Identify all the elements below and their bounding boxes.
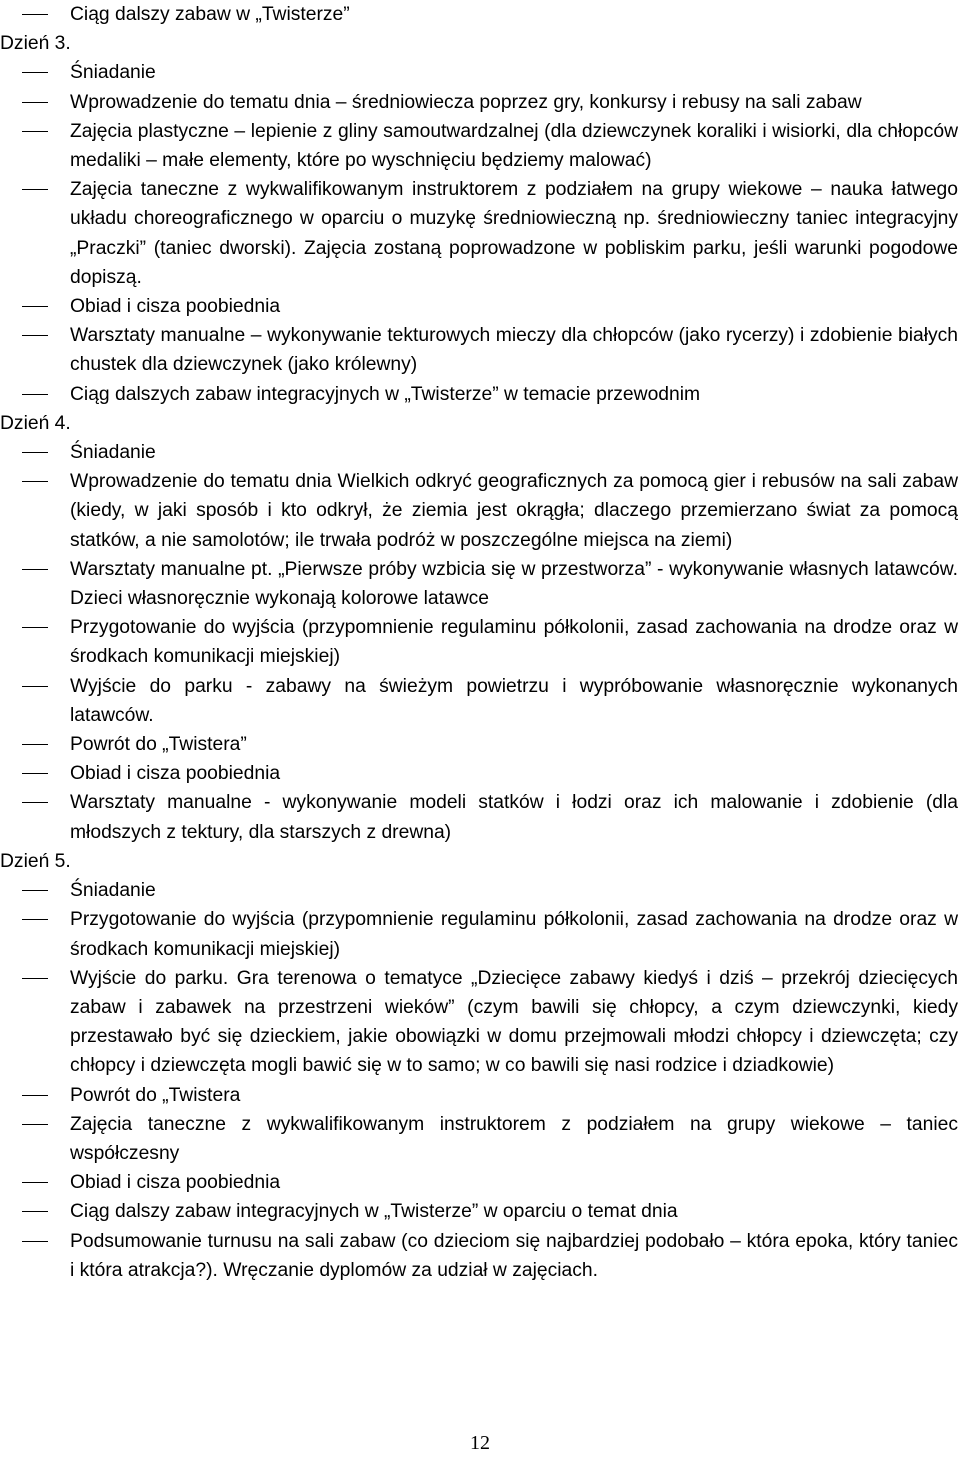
page-number: 12 <box>470 1432 490 1454</box>
dash-bullet-icon <box>22 131 48 132</box>
list-item-text: Ciąg dalszych zabaw integracyjnych w „Twisterze” w temacie przewodnim <box>70 383 701 405</box>
dash-bullet-icon <box>22 481 48 482</box>
list-item-text: Zajęcia taneczne z wykwalifikowanym instruktorem z podziałem na grupy wiekowe – taniec współczesny <box>70 1113 958 1164</box>
list-item <box>0 1227 960 1285</box>
list-item <box>0 788 960 846</box>
list-item-text: Wprowadzenie do tematu dnia Wielkich odkryć geograficznych za pomocą gier i rebusów na sali zabaw (kiedy, w jaki sposób i kto odkrył, że ziemia jest okrągła; dlaczego przemierzano świat za pomocą statków, a nie samolotów; ile trwała podróż w poszczególne miejsca na ziemi) <box>70 471 958 551</box>
list-item-text: Warsztaty manualne pt. „Pierwsze próby wzbicia się w przestworza” - wykonywanie własnych latawców. Dzieci własnoręcznie wykonają kolorowe latawce <box>70 558 958 610</box>
list-item-text: Śniadanie <box>70 442 156 464</box>
list-item-text: Obiad i cisza poobiednia <box>70 1172 281 1194</box>
list-item-text: Śniadanie <box>70 62 156 84</box>
day-heading <box>0 29 960 58</box>
day-heading <box>0 847 960 876</box>
dash-bullet-icon <box>22 72 48 73</box>
list-item-text: Wyjście do parku. Gra terenowa o tematyce „Dziecięce zabawy kiedyś i dziś – przekrój dziecięcych zabaw i zabawek na przestrzeni wieków” (czym bawili się chłopcy, a czym dziewczynki, kiedy przestawało być się dzieckiem, jakie obowiązki w domu przejmowali młodzi chłopcy i dziewczęta; czy chłopcy i dziewczęta mogli bawić się w to samo; w co bawili się nasi rodzice i dziadkowie) <box>70 967 958 1077</box>
list-item <box>0 613 960 671</box>
day-heading-text: Dzień 3. <box>0 33 71 55</box>
dash-bullet-icon <box>22 189 48 190</box>
list-item-text: Powrót do „Twistera” <box>70 734 247 756</box>
list-item-text: Obiad i cisza poobiednia <box>70 763 281 785</box>
list-item <box>0 876 960 905</box>
list-item <box>0 1197 960 1226</box>
dash-bullet-icon <box>22 569 48 570</box>
dash-bullet-icon <box>22 1211 48 1212</box>
list-item-text: Obiad i cisza poobiednia <box>70 296 281 318</box>
dash-bullet-icon <box>22 1241 48 1242</box>
list-item-text: Przygotowanie do wyjścia (przypomnienie regulaminu półkolonii, zasad zachowania na drodze oraz w środkach komunikacji miejskiej) <box>70 909 958 960</box>
dash-bullet-icon <box>22 686 48 687</box>
dash-bullet-icon <box>22 1182 48 1183</box>
list-item-text: Zajęcia plastyczne – lepienie z gliny samoutwardzalnej (dla dziewczynek koraliki i wisiorki, dla chłopców medaliki – małe elementy, które po wyschnięciu będziemy malować) <box>70 120 958 172</box>
list-item <box>0 1081 960 1110</box>
list-item <box>0 88 960 117</box>
list-item-text: Warsztaty manualne – wykonywanie tekturowych mieczy dla chłopców (jako rycerzy) i zdobienie białych chustek dla dziewczynek (jako królewny) <box>70 325 958 376</box>
day-heading-text: Dzień 5. <box>0 850 71 872</box>
dash-bullet-icon <box>22 102 48 103</box>
list-item-text: Ciąg dalszy zabaw integracyjnych w „Twisterze” w oparciu o temat dnia <box>70 1201 678 1223</box>
dash-bullet-icon <box>22 773 48 774</box>
list-item-text: Wyjście do parku - zabawy na świeżym powietrzu i wypróbowanie własnoręcznie wykonanych latawców. <box>70 675 958 726</box>
list-item <box>0 380 960 409</box>
list-item-text: Śniadanie <box>70 880 156 902</box>
dash-bullet-icon <box>22 306 48 307</box>
dash-bullet-icon <box>22 802 48 803</box>
list-item <box>0 672 960 730</box>
dash-bullet-icon <box>22 452 48 453</box>
list-item <box>0 759 960 788</box>
day-heading-text: Dzień 4. <box>0 412 71 434</box>
list-item <box>0 964 960 1081</box>
dash-bullet-icon <box>22 14 48 15</box>
list-item <box>0 730 960 759</box>
dash-bullet-icon <box>22 1124 48 1125</box>
day-heading <box>0 409 960 438</box>
list-item-text: Powrót do „Twistera <box>70 1084 241 1106</box>
list-item <box>0 321 960 379</box>
list-item <box>0 0 960 29</box>
dash-bullet-icon <box>22 978 48 979</box>
dash-bullet-icon <box>22 1095 48 1096</box>
list-item <box>0 58 960 87</box>
list-item <box>0 175 960 292</box>
dash-bullet-icon <box>22 744 48 745</box>
list-item-text: Ciąg dalszy zabaw w „Twisterze” <box>70 4 350 25</box>
list-item <box>0 1110 960 1168</box>
list-item <box>0 1168 960 1197</box>
list-item-text: Wprowadzenie do tematu dnia – średniowiecza poprzez gry, konkursy i rebusy na sali zabaw <box>70 91 862 113</box>
list-item <box>0 438 960 467</box>
dash-bullet-icon <box>22 919 48 920</box>
list-item-text: Przygotowanie do wyjścia (przypomnienie regulaminu półkolonii, zasad zachowania na drodze oraz w środkach komunikacji miejskiej) <box>70 617 958 668</box>
list-item-text: Warsztaty manualne - wykonywanie modeli statków i łodzi oraz ich malowanie i zdobienie (dla młodszych z tektury, dla starszych z drewna) <box>70 792 958 843</box>
dash-bullet-icon <box>22 890 48 891</box>
list-item <box>0 905 960 963</box>
list-item <box>0 292 960 321</box>
list-item <box>0 555 960 613</box>
list-item <box>0 467 960 555</box>
dash-bullet-icon <box>22 394 48 395</box>
list-item-text: Zajęcia taneczne z wykwalifikowanym instruktorem z podziałem na grupy wiekowe – nauka łatwego układu choreograficznego w oparciu o muzykę średniowieczną np. średniowieczny taniec integracyjny „Praczki” (taniec dworski). Zajęcia zostaną poprowadzone w pobliskim parku, jeśli warunki pogodowe dopiszą. <box>70 179 958 288</box>
dash-bullet-icon <box>22 335 48 336</box>
list-item-text: Podsumowanie turnusu na sali zabaw (co dzieciom się najbardziej podobało – która epoka, który taniec i która atrakcja?). Wręczanie dyplomów za udział w zajęciach. <box>70 1230 958 1281</box>
dash-bullet-icon <box>22 627 48 628</box>
list-item <box>0 117 960 175</box>
